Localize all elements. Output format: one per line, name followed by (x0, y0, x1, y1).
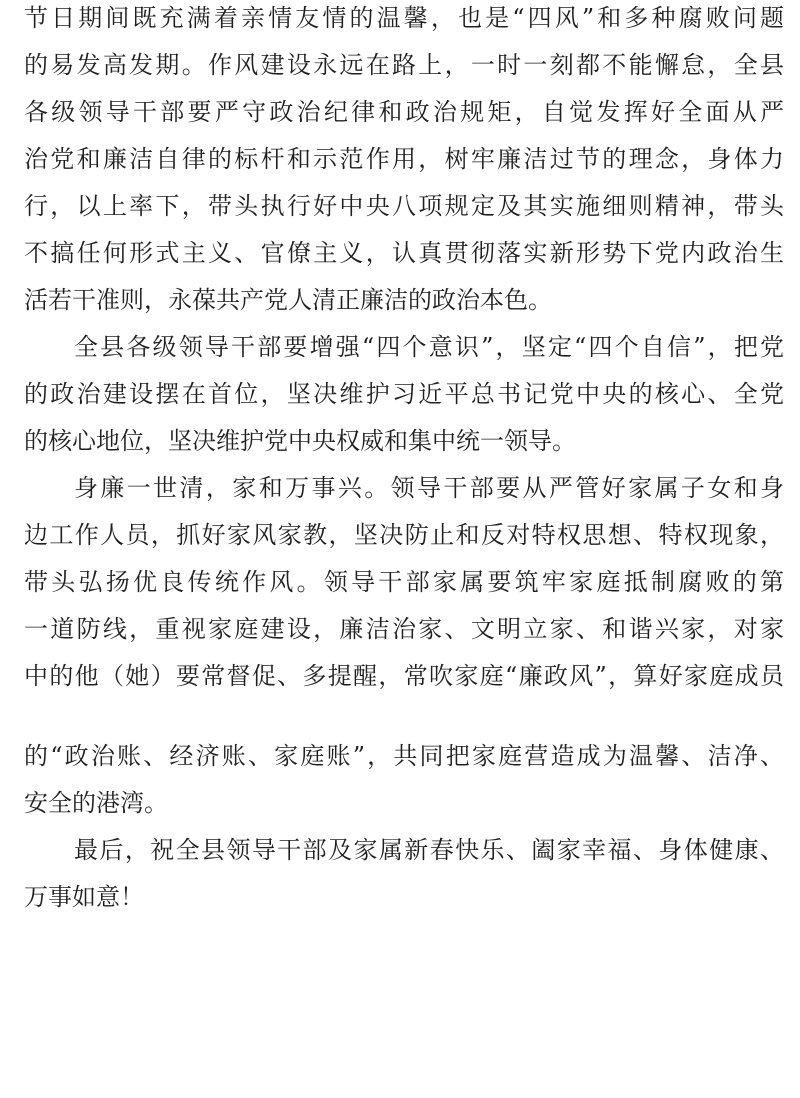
paragraph-start-line: 身廉一世清，家和万事兴。领导干部要从严管好家属子女和身 (74, 474, 784, 502)
text-line: 一道防线，重视家庭建设，廉洁治家、文明立家、和谐兴家，对家 (24, 615, 784, 643)
text-line: 的易发高发期。作风建设永远在路上，一时一刻都不能懈怠，全县 (24, 51, 784, 79)
paragraph-start-line: 最后，祝全县领导干部及家属新春快乐、阖家幸福、身体健康、 (74, 836, 784, 864)
text-line: 节日期间既充满着亲情友情的温馨，也是“四风”和多种腐败问题 (24, 4, 784, 32)
text-line: 边工作人员，抓好家风家教，坚决防止和反对特权思想、特权现象， (24, 521, 784, 549)
text-line: 行，以上率下，带头执行好中央八项规定及其实施细则精神，带头 (24, 192, 784, 220)
text-line: 的政治建设摆在首位，坚决维护习近平总书记党中央的核心、全党 (24, 380, 784, 408)
paragraph-start-line: 全县各级领导干部要增强“四个意识”，坚定“四个自信”，把党 (74, 333, 784, 361)
text-line: 万事如意！ (24, 883, 144, 911)
text-line: 安全的港湾。 (24, 789, 168, 817)
text-line: 不搞任何形式主义、官僚主义，认真贯彻落实新形势下党内政治生 (24, 239, 784, 267)
text-line: 中的他（她）要常督促、多提醒，常吹家庭“廉政风”，算好家庭成员 (24, 662, 784, 690)
text-line: 的“政治账、经济账、家庭账”，共同把家庭营造成为温馨、洁净、 (24, 742, 784, 770)
text-line: 治党和廉洁自律的标杆和示范作用，树牢廉洁过节的理念，身体力 (24, 145, 784, 173)
text-line: 带头弘扬优良传统作风。领导干部家属要筑牢家庭抵制腐败的第 (24, 568, 784, 596)
text-line: 各级领导干部要严守政治纪律和政治规矩，自觉发挥好全面从严 (24, 98, 784, 126)
text-line: 的核心地位，坚决维护党中央权威和集中统一领导。 (24, 427, 576, 455)
text-line: 活若干准则，永葆共产党人清正廉洁的政治本色。 (24, 286, 552, 314)
